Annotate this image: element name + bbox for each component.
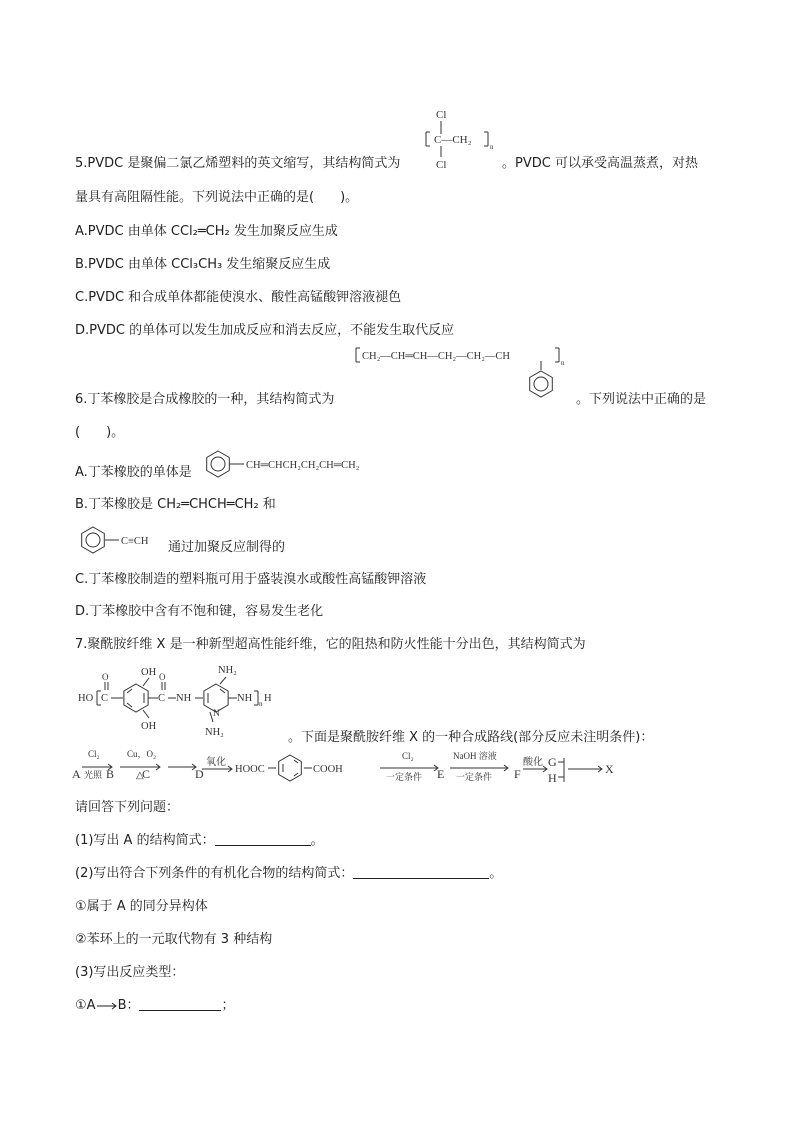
option-a-monomer-formula <box>200 448 410 480</box>
route-x: X <box>605 762 614 776</box>
route-r2-bottom: △ <box>136 770 144 781</box>
sbr-structure-formula <box>352 345 592 410</box>
q7-sub2 <box>75 866 502 882</box>
q7-sub3-1-a: ①A <box>75 998 96 1013</box>
route-r5-top: NaOH 溶液 <box>453 751 497 761</box>
q6-stem-c: ( )。 <box>75 425 125 440</box>
route-a: A <box>72 767 81 781</box>
q6-option-d: D.丁苯橡胶中含有不饱和键，容易发生老化 <box>75 604 324 619</box>
route-r3-top: 氧化 <box>206 757 226 768</box>
benzene-ring-icon <box>530 371 553 397</box>
route-r4-top: Cl₂ <box>402 751 414 761</box>
route-r4-bottom: 一定条件 <box>386 772 423 782</box>
route-r5-bottom: 一定条件 <box>456 772 493 782</box>
route-acid-left: HOOC <box>235 764 265 775</box>
benzene-ring-icon <box>279 755 302 781</box>
benzene-ring-icon <box>124 684 148 712</box>
pvdc-structure-formula <box>420 105 515 170</box>
formula-nh2-bottom: NH₂ <box>205 727 224 738</box>
q6-stem-a: 6.丁苯橡胶是合成橡胶的一种，其结构简式为 <box>75 392 335 407</box>
route-f: F <box>514 767 521 781</box>
q7-answer-intro: 请回答下列问题： <box>75 800 180 815</box>
route-h: H <box>548 771 557 785</box>
q5-stem-c: 量具有高阻隔性能。下列说法中正确的是( )。 <box>75 190 359 205</box>
q6-option-b-line2: 通过加聚反应制得的 <box>168 540 286 555</box>
q7-route-intro: 。下面是聚酰胺纤维 X 的一种合成路线(部分反应未注明条件)： <box>288 730 654 745</box>
q5-option-c: C.PVDC 和合成单体都能使溴水、酸性高锰酸钾溶液褪色 <box>75 290 402 305</box>
formula-cl-bottom: Cl <box>436 159 447 171</box>
formula-cl-top: Cl <box>436 109 447 121</box>
route-acid-right: COOH <box>313 764 343 775</box>
formula-ho: HO <box>78 693 94 704</box>
pyridine-ring-icon <box>204 684 228 712</box>
q6-option-c: C.丁苯橡胶制造的塑料瓶可用于盛装溴水或酸性高锰酸钾溶液 <box>75 572 427 587</box>
q6-option-a-prefix: A.丁苯橡胶的单体是 <box>75 465 192 480</box>
benzene-ring-icon <box>82 527 105 553</box>
formula-h-end: H <box>264 693 272 704</box>
q7-sub3-1 <box>75 998 235 1014</box>
route-r1-bottom: 光照 <box>84 770 103 780</box>
option-b-phenylacetylene-formula <box>75 524 170 556</box>
synthesis-route <box>72 746 692 790</box>
q7-sub1 <box>75 833 324 849</box>
formula-n: n <box>490 143 494 151</box>
polyamide-x-structure-formula <box>75 660 290 740</box>
option-a-chain: CH═CHCH₂CH₂CH═CH₂ <box>246 460 360 471</box>
option-b-alkyne: C≡CH <box>121 536 149 547</box>
q7-sub2-end: 。 <box>489 866 503 881</box>
benzene-ring-icon <box>207 451 230 477</box>
formula-nh-end: NH <box>237 693 253 704</box>
q5-option-b: B.PVDC 由单体 CCl₃CH₃ 发生缩聚反应生成 <box>75 257 331 272</box>
sbr-n: n <box>561 359 565 367</box>
formula-nh: NH <box>176 693 192 704</box>
route-e: E <box>437 767 445 781</box>
q7-cond1: ①属于 A 的同分异构体 <box>75 899 208 914</box>
q5-option-a: A.PVDC 由单体 CCl₂═CH₂ 发生加聚反应生成 <box>75 224 338 239</box>
q7-sub3-1-b: B： <box>117 998 140 1013</box>
q7-stem: 7.聚酰胺纤维 X 是一种新型超高性能纤维，它的阻热和防火性能十分出色，其结构简式为 <box>75 637 586 652</box>
route-r6-top: 酸化 <box>523 757 543 768</box>
formula-oh-top: OH <box>141 667 157 678</box>
formula-nh2-top: NH₂ <box>218 665 237 676</box>
sbr-chain: CH₂—CH═CH—CH₂—CH₂—CH <box>362 351 510 362</box>
q7-sub1-end: 。 <box>310 833 324 848</box>
route-b: B <box>106 767 115 781</box>
q7-sub1-label: (1)写出 A 的结构简式： <box>75 833 215 848</box>
svg-text:O: O <box>102 672 109 682</box>
answer-blank-3[interactable] <box>139 998 221 1011</box>
arrow-icon <box>96 1001 118 1011</box>
q7-sub3: (3)写出反应类型： <box>75 965 185 980</box>
route-r2-top: Cu，O₂ <box>127 749 157 759</box>
q6-option-b-line1: B.丁苯橡胶是 CH₂═CHCH═CH₂ 和 <box>75 497 276 512</box>
q7-cond2: ②苯环上的一元取代物有 3 种结构 <box>75 932 273 947</box>
q7-sub3-1-end: ； <box>221 998 235 1013</box>
svg-text:O: O <box>159 672 166 682</box>
route-r1-top: Cl₂ <box>88 749 100 759</box>
answer-blank-2[interactable] <box>353 866 489 879</box>
route-c: C <box>142 767 151 781</box>
formula-c-mid: C <box>158 693 166 704</box>
answer-blank-1[interactable] <box>215 833 311 846</box>
q6-stem-b: 。下列说法中正确的是 <box>576 392 707 407</box>
q5-option-d: D.PVDC 的单体可以发生加成反应和消去反应，不能发生取代反应 <box>75 323 455 338</box>
q5-stem-a: 5.PVDC 是聚偏二氯乙烯塑料的英文缩写，其结构简式为 <box>75 156 401 171</box>
q7-sub2-label: (2)写出符合下列条件的有机化合物的结构简式： <box>75 866 354 881</box>
route-g: G <box>548 755 557 769</box>
q5-stem-b: 。PVDC 可以承受高温蒸煮，对热 <box>502 156 698 171</box>
formula-n: n <box>259 700 263 708</box>
formula-c-left: C <box>101 693 109 704</box>
route-d: D <box>195 767 204 781</box>
formula-n-ring: N <box>213 709 220 719</box>
formula-main: C—CH₂ <box>434 134 472 146</box>
formula-oh-bottom: OH <box>141 721 157 732</box>
